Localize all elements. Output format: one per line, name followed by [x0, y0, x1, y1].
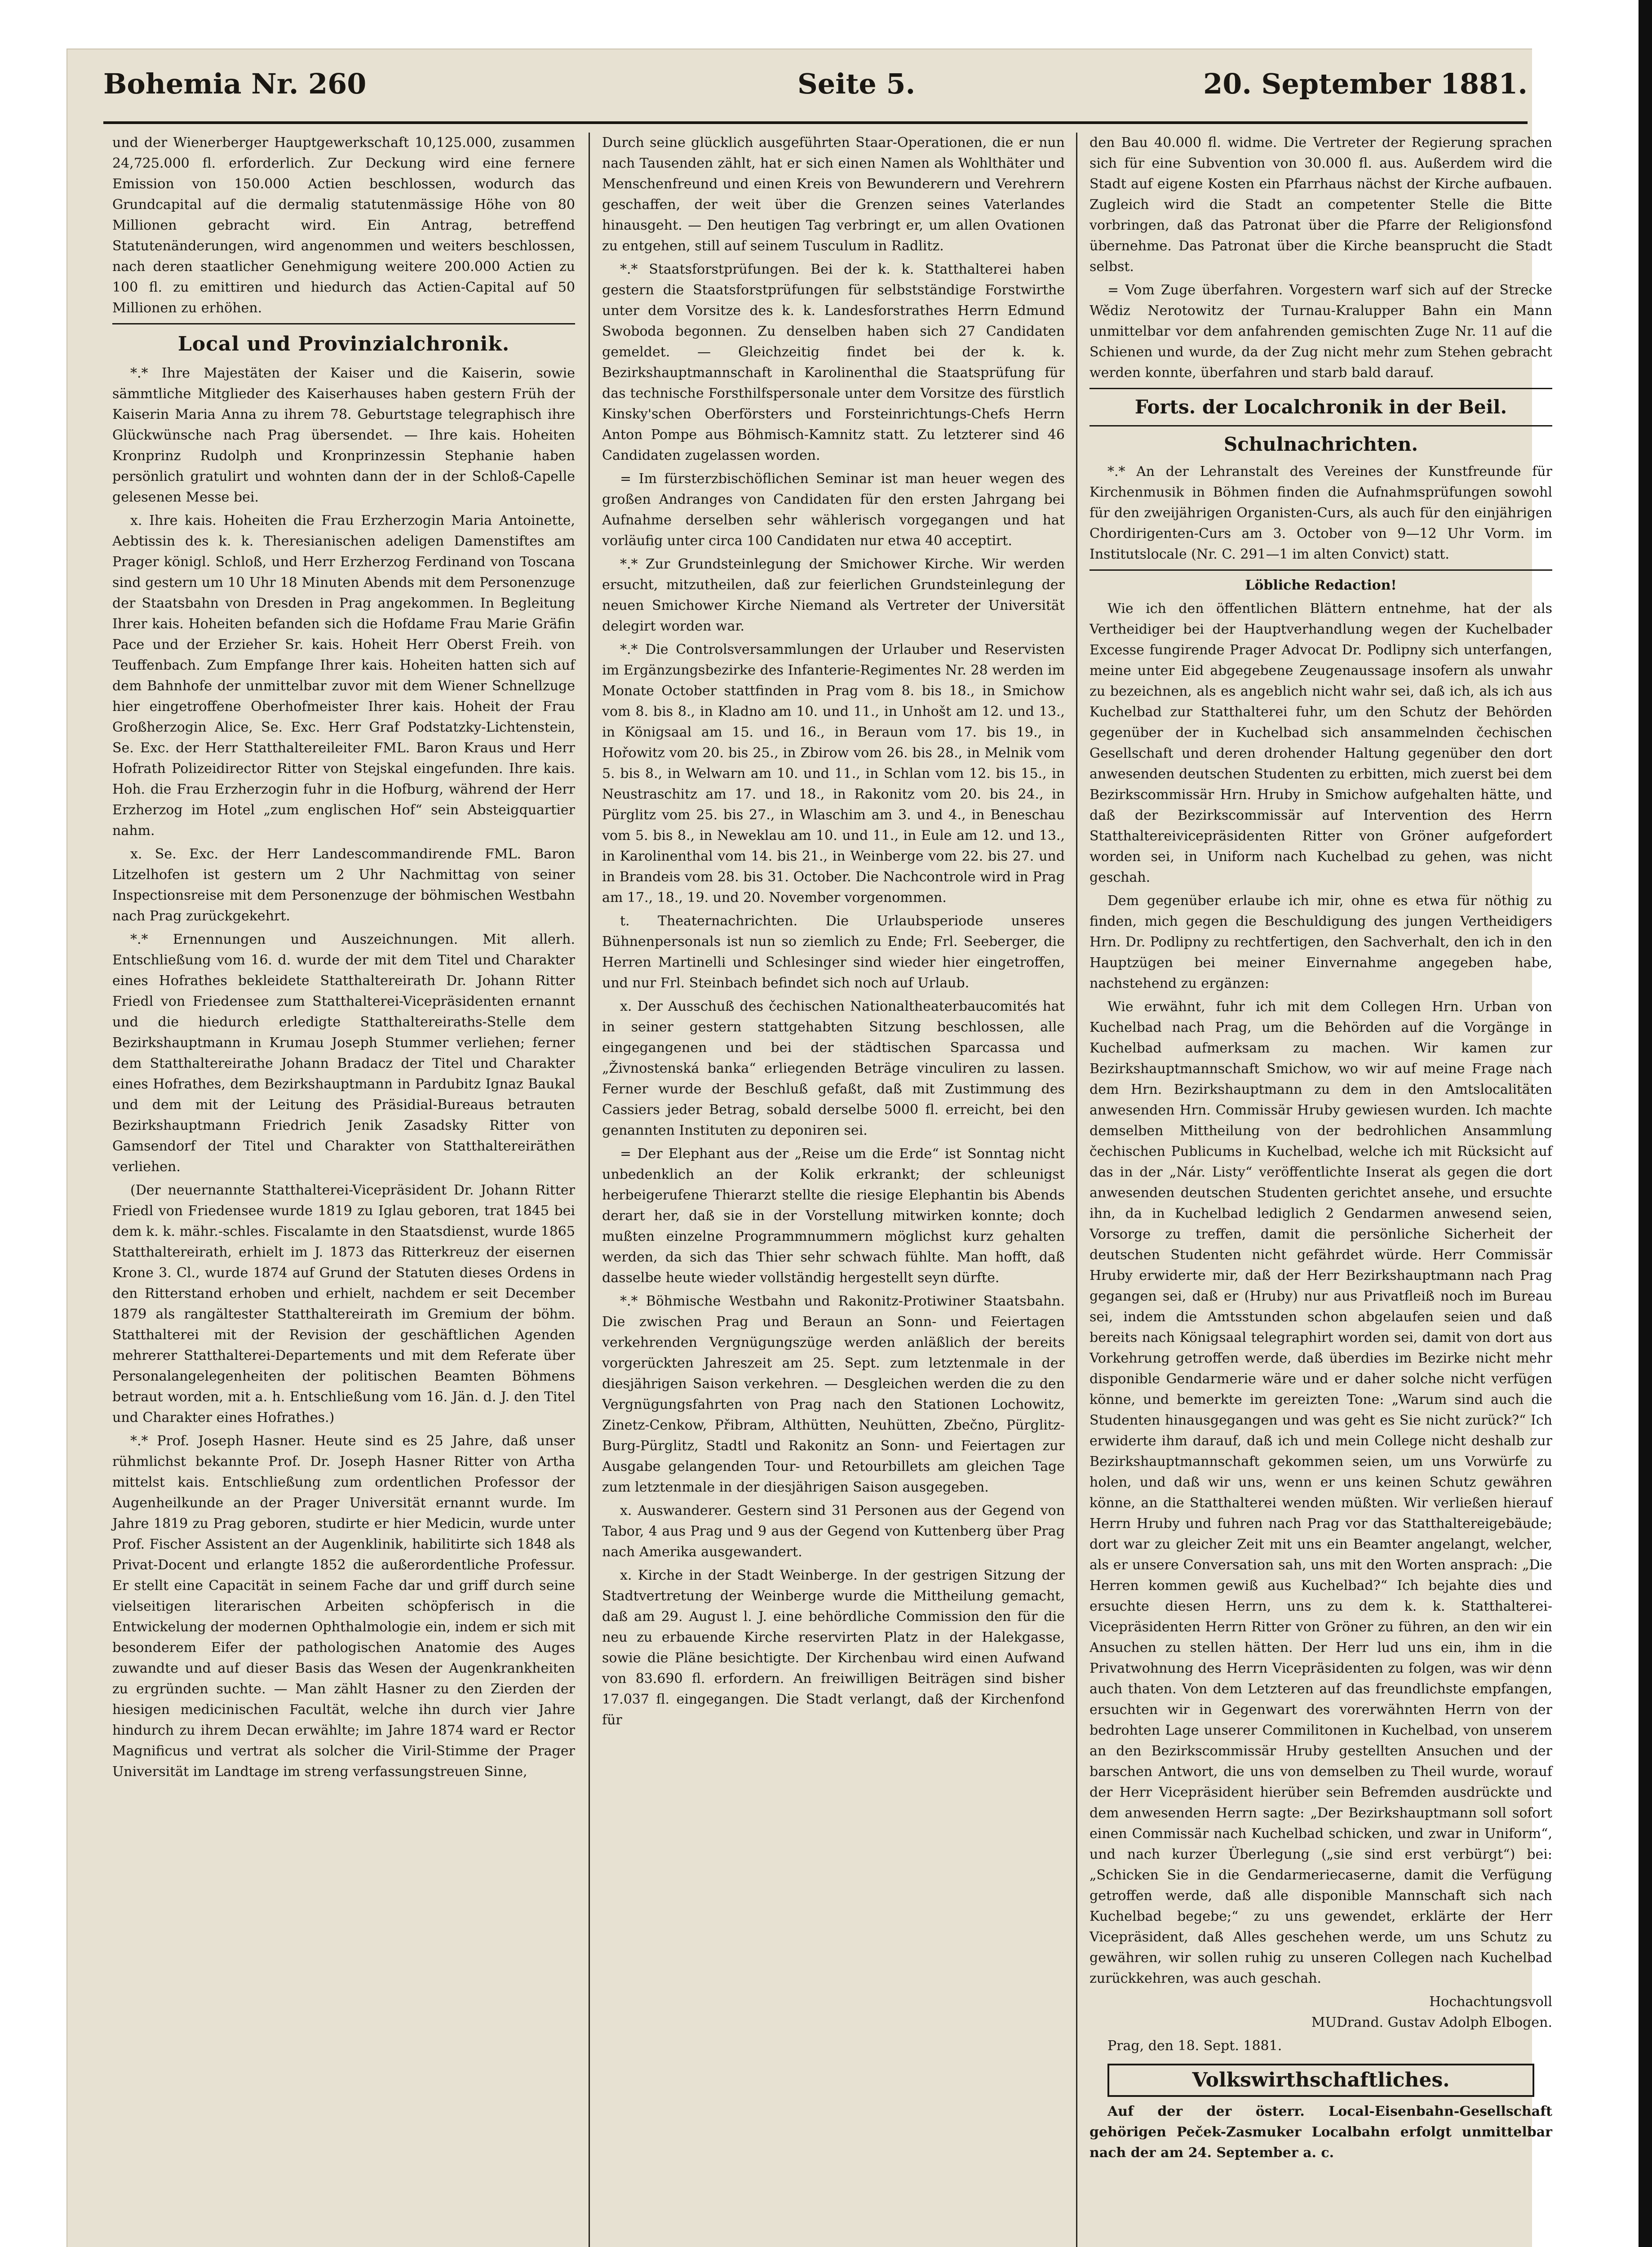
continuation-note: Forts. der Localchronik in der Beil. [1134, 396, 1507, 418]
letter-paragraph: Wie ich den öffentlichen Blättern entnehme, hat der als Vertheidiger bei der Hauptverhandlung wegen der Kuchelbader Excesse fungirende Prager Advocat Dr. Podlipny sich unterfangen, meine unter Eid abgegebene Zeugenaussage insofern als unwahr zu bezeichnen, als es angeblich nicht wahr sei, daß ich, als ich aus Kuchelbad zur Statthalterei fuhr, um den Schutz der Behörden gegenüber der in Kuchelbad sich ansammelnden čechischen Gesellschaft und deren drohender Haltung gegenüber den dort anwesenden deutschen Studenten zu erbitten, mich zuerst bei dem Bezirkscommissär Hrn. Hruby in Smichow aufgehalten hätte, und daß der Bezirkscommissär auf Intervention des Herrn Statthaltereivicepräsidenten Ritter von Gröner aufgefordert worden sei, in Uniform nach Kuchelbad zu gehen, was nicht geschah. [1090, 601, 1552, 885]
section-rule [1090, 425, 1552, 426]
letter-paragraph: Dem gegenüber erlaube ich mir, ohne es etwa für nöthig zu finden, mich gegen die Beschuldigung des jungen Vertheidigers Hrn. Dr. Podlipny zu rechtfertigen, den Sachverhalt, den ich in den Hauptzügen bei meiner Einvernahme angegeben habe, nachstehend zu ergänzen: [1090, 893, 1552, 991]
section-box-title: Volkswirthschaftliches. [1107, 2064, 1534, 2097]
newspaper-issue: Bohemia Nr. 260 [103, 67, 367, 100]
article-paragraph: *.* Die Controlsversammlungen der Urlauber und Reservisten im Ergänzungsbezirke des Infanterie-Regimentes Nr. 28 werden im Monate October stattfinden in Prag vom 8. bis 18., in Smichow vom 8. bis 8., in Kladno am 10. und 11., in Unhošt am 12. und 13., in Königsaal am 15. und 16., in Beraun vom 17. bis 19., in Hořowitz vom 20. bis 25., in Zbirow vom 26. bis 28., in Melnik vom 5. bis 8., in Welwarn am 10. und 11., in Schlan vom 12. bis 15., in Neustraschitz am 17. und 18., in Rakonitz vom 20. bis 24., in Pürglitz vom 25. bis 27., in Wlaschim am 3. und 4., in Beneschau vom 5. bis 8., in Neweklau am 10. und 11., in Eule am 12. und 13., in Karolinenthal vom 14. bis 21., in Weinberge vom 22. bis 27. und in Brandeis vom 28. bis 31. October. Die Nachcontrole wird in Prag am 17., 18., 19. und 20. November vorgenommen. [602, 642, 1065, 906]
article-paragraph: *.* Ernennungen und Auszeichnungen. Mit allerh. Entschließung vom 16. d. wurde der mit dem Titel und Charakter eines Hofrathes bekleidete Statthaltereirath Dr. Johann Ritter Friedl von Friedensee zum Statthalterei-Vicepräsidenten ernannt und die hiedurch erledigte Statthaltereiraths-Stelle dem Bezirkshauptmann in Krumau Joseph Stummer verliehen; ferner dem Statthaltereirathe Johann Bradacz der Titel und Charakter eines Hofrathes, dem Bezirkshauptmann in Pardubitz Ignaz Baukal und dem mit der Leitung des Präsidial-Bureaus betrauten Bezirkshauptmann Friedrich Jenik Zasadsky Ritter von Gamsendorf der Titel und Charakter von Statthaltereiräthen verliehen. [112, 932, 575, 1175]
column-separator [589, 133, 590, 2247]
column-1 [112, 133, 575, 1785]
column-3 [1090, 133, 1552, 2166]
letter-heading: Löbliche Redaction! [1245, 577, 1397, 593]
scan-spine-edge [1639, 0, 1652, 2247]
article-paragraph: *.* An der Lehranstalt des Vereines der Kunstfreunde für Kirchenmusik in Böhmen finden die Aufnahmsprüfungen sowohl für den zweijährigen Organisten-Curs, als auch für den einjährigen Chordirigenten-Curs am 3. October von 9—12 Uhr Vorm. im Institutslocale (Nr. C. 291—1 im alten Convict) statt. [1090, 464, 1552, 562]
header-rule [103, 121, 1528, 124]
article-paragraph: Auf der der österr. Local-Eisenbahn-Gesellschaft gehörigen Peček-Zasmuker Localbahn erfolgt unmittelbar nach der am 24. September a. c. [1090, 2104, 1552, 2161]
section-rule [1090, 388, 1552, 389]
article-paragraph: *.* Ihre Majestäten der Kaiser und die Kaiserin, sowie sämmtliche Mitglieder des Kaiserhauses haben gestern Früh der Kaiserin Maria Anna zu ihrem 78. Geburtstage telegraphisch ihre Glückwünsche nach Prag übersendet. — Ihre kais. Hoheiten Kronprinz Rudolph und Kronprinzessin Stephanie haben persönlich gratulirt und wohnten dann der in der Schloß-Capelle gelesenen Messe bei. [112, 365, 575, 505]
letter-date: Prag, den 18. Sept. 1881. [1107, 2038, 1282, 2054]
article-paragraph: *.* Böhmische Westbahn und Rakonitz-Protiwiner Staatsbahn. Die zwischen Prag und Beraun an Sonn- und Feiertagen verkehrenden Vergnügungszüge werden anläßlich der bereits vorgerückten Jahreszeit am 25. Sept. zum letztenmale in der diesjährigen Saison verkehren. — Desgleichen werden die zu den Vergnügungsfahrten von Prag nach den Stationen Lochowitz, Zinetz-Cenkow, Přibram, Althütten, Neuhütten, Zbečno, Pürglitz-Burg-Pürglitz, Stadtl und Rakonitz an Sonn- und Feiertagen zur Ausgabe gelangenden Tour- und Retourbillets am gleichen Tage zum letztenmale in der diesjährigen Saison ausgegeben. [602, 1293, 1065, 1495]
column-separator [1076, 133, 1077, 2247]
article-paragraph: = Vom Zuge überfahren. Vorgestern warf sich auf der Strecke Wědiz Nerotowitz der Turnau-Kralupper Bahn ein Mann unmittelbar vor dem anfahrenden gemischten Zuge Nr. 11 auf die Schienen und wurde, da der Zug nicht mehr zum Stehen gebracht werden konnte, überfahren und starb bald darauf. [1090, 282, 1552, 381]
section-title: Schulnachrichten. [1223, 433, 1418, 455]
article-paragraph: t. Theaternachrichten. Die Urlaubsperiode unseres Bühnenpersonals ist nun so ziemlich zu Ende; Frl. Seeberger, die Herren Martinelli und Schlesinger sind wieder hier eingetroffen, und nur Frl. Steinbach befindet sich noch auf Urlaub. [602, 913, 1065, 991]
article-paragraph: *.* Staatsforstprüfungen. Bei der k. k. Statthalterei haben gestern die Staatsforstprüfungen für selbstständige Forstwirthe unter dem Vorsitze des k. k. Landesforstrathes Herrn Edmund Swoboda begonnen. Zu denselben haben sich 27 Candidaten gemeldet. — Gleichzeitig findet bei der k. k. Bezirkshauptmannschaft in Karolinenthal die Staatsprüfung für das technische Forsthilfspersonale unter dem Vorsitze des fürstlich Kinsky'schen Oberförsters und Forsteinrichtungs-Chefs Herrn Anton Pompe aus Böhmisch-Kamnitz statt. Zu letzterer sind 46 Candidaten zugelassen worden. [602, 262, 1065, 463]
letter-signature: MUDrand. Gustav Adolph Elbogen. [1311, 2015, 1552, 2030]
article-paragraph: x. Der Ausschuß des čechischen Nationaltheaterbaucomités hat in seiner gestern stattgehabten Sitzung beschlossen, alle eingegangenen und bei der städtischen Sparcassa und „Živnostenská banka“ erliegenden Beträge vinculiren zu lassen. Ferner wurde der Beschluß gefaßt, daß mit Zustimmung des Cassiers jeder Betrag, sobald derselbe 5000 fl. erreicht, bei den genannten Instituten zu deponiren sei. [602, 999, 1065, 1138]
column-2 [602, 133, 1065, 1733]
article-paragraph: *.* Zur Grundsteinlegung der Smichower Kirche. Wir werden ersucht, mitzutheilen, daß zur feierlichen Grundsteinlegung der neuen Smichower Kirche Niemand als Vertreter der Universität delegirt worden war. [602, 556, 1065, 634]
article-paragraph: *.* Prof. Joseph Hasner. Heute sind es 25 Jahre, daß unser rühmlichst bekannte Prof. Dr. Joseph Hasner Ritter von Artha mittelst kais. Entschließung zum ordentlichen Professor der Augenheilkunde an der Prager Universität ernannt wurde. Im Jahre 1819 zu Prag geboren, studirte er hier Medicin, wurde unter Prof. Fischer Assistent an der Augenklinik, habilitirte sich 1848 als Privat-Docent und erlangte 1852 die außerordentliche Professur. Er stellt eine Capacität in seinem Fache dar und griff durch seine vielseitigen literarischen Arbeiten schöpferisch in die Entwickelung der modernen Ophthalmologie ein, indem er sich mit besonderem Eifer der pathologischen Anatomie des Auges zuwandte und auf dieser Basis das Wesen der Augenkrankheiten zu ergründen suchte. — Man zählt Hasner zu den Zierden der hiesigen medicinischen Facultät, welche ihn durch vier Jahre hindurch zu ihrem Decan erwählte; im Jahre 1874 ward er Rector Magnificus und vertrat als solcher die Viril-Stimme der Prager Universität im Landtage im streng verfassungstreuen Sinne, [112, 1433, 575, 1780]
article-paragraph: den Bau 40.000 fl. widme. Die Vertreter der Regierung sprachen sich für eine Subvention von 30.000 fl. aus. Außerdem wird die Stadt auf eigene Kosten ein Pfarrhaus nächst der Kirche aufbauen. Zugleich wird die Stadt an competenter Stelle die Bitte vorbringen, daß das Patronat über die Pfarre der Religionsfond übernehme. Das Patronat über die Kirche beansprucht die Stadt selbst. [1090, 135, 1552, 275]
article-paragraph: x. Se. Exc. der Herr Landescommandirende FML. Baron Litzelhofen ist gestern um 2 Uhr Nachmittag von seiner Inspectionsreise mit dem Personenzuge der böhmischen Westbahn nach Prag zurückgekehrt. [112, 846, 575, 924]
article-paragraph: = Im fürsterzbischöflichen Seminar ist man heuer wegen des großen Andranges von Candidaten für den ersten Jahrgang bei Aufnahme derselben sehr wählerisch vorgegangen und hat vorläufig unter circa 100 Candidaten nur etwa 40 acceptirt. [602, 471, 1065, 549]
article-paragraph: (Der neuernannte Statthalterei-Vicepräsident Dr. Johann Ritter Friedl von Friedensee wurde 1819 zu Iglau geboren, trat 1845 bei dem k. k. mähr.-schles. Fiscalamte in den Staatsdienst, wurde 1865 Statthaltereirath, erhielt im J. 1873 das Ritterkreuz der eisernen Krone 3. Cl., wurde 1874 auf Grund der Statuten dieses Ordens in den Ritterstand erhoben und erhielt, nachdem er seit December 1879 als rangältester Statthaltereirath im Gremium der böhm. Statthalterei mit der Revision der geschäftlichen Agenden mehrerer Statthalterei-Departements und mit dem Referate über Personalangelegenheiten der politischen Beamten Böhmens betraut worden, mit a. h. Entschließung vom 16. Jän. d. J. den Titel und Charakter eines Hofrathes.) [112, 1182, 575, 1425]
section-rule [1090, 569, 1552, 571]
page-header [103, 67, 1528, 117]
letter-paragraph: Wie erwähnt, fuhr ich mit dem Collegen Hrn. Urban von Kuchelbad nach Prag, um die Behörden auf die Vorgänge in Kuchelbad aufmerksam zu machen. Wir kamen zur Bezirkshauptmannschaft Smichow, wo wir auf meine Frage nach dem Hrn. Bezirkshauptmann zu dem in den Amtslocalitäten anwesenden Hrn. Commissär Hruby gewiesen wurden. Ich machte demselben Mittheilung von der bedrohlichen Ansammlung čechischen Publicums in Kuchelbad, welche ich mit Rücksicht auf das in der „Nár. Listy“ veröffentlichte Inserat als gegen die dort anwesenden deutschen Studenten gerichtet ansehe, und ersuchte ihn, da in Kuchelbad lediglich 2 Gendarmen anwesend seien, Vorsorge zu treffen, damit die persönliche Sicherheit der deutschen Studenten nicht gefährdet würde. Herr Commissär Hruby erwiderte mir, daß der Herr Bezirkshauptmann nach Prag gegangen sei, daß er (Hruby) nur aus Privatfleiß noch im Bureau sei, indem die Amtsstunden schon abgelaufen seien und daß bereits nach Königsaal telegraphirt worden sei, damit von dort aus Vorkehrung getroffen werde, daß überdies im Bezirke nicht mehr disponible Gendarmerie wäre und er daher solche nicht verfügen könne, und bemerkte im gereizten Tone: „Warum sind auch die Studenten hinausgegangen und was geht es Sie nicht zurück?“ Ich erwiderte ihm darauf, daß ich und mein College nicht deshalb zur Bezirkshauptmannschaft gekommen seien, um uns Vorwürfe zu holen, und daß wir uns, wenn er uns keinen Schutz gewähren könne, an die Statthalterei wenden müßten. Wir verließen hierauf Herrn Hruby und fuhren nach Prag vor das Statthaltereigebäude; dort war zu gleicher Zeit mit uns ein Beamter angelangt, welcher, als er unsere Conversation sah, uns mit den Worten ansprach: „Die Herren kommen gewiß aus Kuchelbad?“ Ich bejahte dies und ersuchte diesen Herrn, uns zu dem k. k. Statthalterei-Vicepräsidenten Herrn Ritter von Gröner zu führen, an den wir ein Ansuchen zu stellen hätten. Der Herr lud uns ein, ihm in die Privatwohnung des Herrn Vicepräsidenten zu folgen, was wir denn auch thaten. Von dem Letzteren auf das freundlichste empfangen, ersuchten wir in Gegenwart des vorerwähnten Herrn von der bedrohten Lage unserer Commilitonen in Kuchelbad, von unserem an den Bezirkscommissär Hruby gestellten Ansuchen und der barschen Antwort, die uns von demselben zu Theil wurde, worauf der Herr Vicepräsident hierüber sein Befremden ausdrückte und dem anwesenden Herrn sagte: „Der Bezirkshauptmann soll sofort einen Commissär nach Kuchelbad schicken, und zwar in Uniform“, und nach kurzer Überlegung („sie sind erst verbürgt“) bei: „Schicken Sie in die Gendarmeriecaserne, damit die Verfügung getroffen werde, daß alle disponible Mannschaft sich nach Kuchelbad begebe;“ zu uns gewendet, erklärte der Herr Vicepräsident, daß Alles geschehen werde, um uns Schutz zu gewähren, wir sollen ruhig zu unseren Collegen nach Kuchelbad zurückkehren, was auch geschah. [1090, 999, 1552, 1986]
article-paragraph: Durch seine glücklich ausgeführten Staar-Operationen, die er nun nach Tausenden zählt, hat er sich einen Namen als Wohlthäter und Menschenfreund und einen Kreis von Bewunderern und Verehrern geschaffen, der weit über die Grenzen seines Vaterlandes hinausgeht. — Den heutigen Tag verbringt er, um allen Ovationen zu entgehen, still auf seinem Tusculum in Radlitz. [602, 135, 1065, 254]
article-paragraph: und der Wienerberger Hauptgewerkschaft 10,125.000, zusammen 24,725.000 fl. erforderlich. Zur Deckung wird eine fernere Emission von 150.000 Actien beschlossen, wodurch das Grundcapital auf die dermalig statutenmässige Höhe von 80 Millionen gebracht wird. Ein Antrag, betreffend Statutenänderungen, wird angenommen und weiters beschlossen, nach deren staatlicher Genehmigung weitere 200.000 Actien zu 100 fl. zu emittiren und hiedurch das Actien-Capital auf 50 Millionen zu erhöhen. [112, 135, 575, 316]
section-rule [112, 323, 575, 324]
letter-signoff: Hochachtungsvoll [1429, 1994, 1552, 2010]
section-title: Local und Provinzialchronik. [177, 333, 510, 355]
article-paragraph: = Der Elephant aus der „Reise um die Erde“ ist Sonntag nicht unbedenklich an der Kolik erkrankt; der schleunigst herbeigerufene Thierarzt stellte die riesige Elephantin bis Abends derart her, daß sie in der Vorstellung mitwirken konnte; doch mußten einzelne Programmnummern möglichst kurz gehalten werden, da sich das Thier sehr schwach fühlte. Man hofft, daß dasselbe heute wieder vollständig hergestellt seyn dürfte. [602, 1146, 1065, 1286]
page-number: Seite 5. [797, 67, 916, 100]
issue-date: 20. September 1881. [1203, 67, 1528, 100]
article-paragraph: x. Auswanderer. Gestern sind 31 Personen aus der Gegend von Tabor, 4 aus Prag und 9 aus der Gegend von Kuttenberg über Prag nach Amerika ausgewandert. [602, 1503, 1065, 1560]
article-paragraph: x. Ihre kais. Hoheiten die Frau Erzherzogin Maria Antoinette, Aebtissin des k. k. Theresianischen adeligen Damenstiftes am Prager königl. Schloß, und Herr Erzherzog Ferdinand von Toscana sind gestern um 10 Uhr 18 Minuten Abends mit dem Personenzuge der Staatsbahn von Dresden in Prag angekommen. In Begleitung Ihrer kais. Hoheiten befanden sich die Hofdame Frau Marie Gräfin Pace und der Erzieher Sr. kais. Hoheit Herr Oberst Freih. von Teuffenbach. Zum Empfange Ihrer kais. Hoheiten hatten sich auf dem Bahnhofe der unmittelbar zuvor mit dem Wiener Schnellzuge hier eingetroffene Oberhofmeister Ihrer kais. Hoheit der Frau Großherzogin Alice, Se. Exc. Herr Graf Podstatzky-Lichtenstein, Se. Exc. der Herr Statthaltereileiter FML. Baron Kraus und Herr Hofrath Polizeidirector Ritter von Stejskal eingefunden. Ihre kais. Hoh. die Frau Erzherzogin fuhr in die Hofburg, während der Herr Erzherzog im Hotel „zum englischen Hof“ sein Absteigquartier nahm. [112, 513, 575, 839]
article-paragraph: x. Kirche in der Stadt Weinberge. In der gestrigen Sitzung der Stadtvertretung der Weinberge wurde die Mittheilung gemacht, daß am 29. August l. J. eine behördliche Commission den für die neu zu erbauende Kirche reservirten Platz in der Halekgasse, sowie die Pläne besichtigte. Der Kirchenbau wird einen Aufwand von 83.690 fl. erfordern. An freiwilligen Beiträgen sind bisher 17.037 fl. eingegangen. Die Stadt verlangt, daß der Kirchenfond für [602, 1568, 1065, 1728]
